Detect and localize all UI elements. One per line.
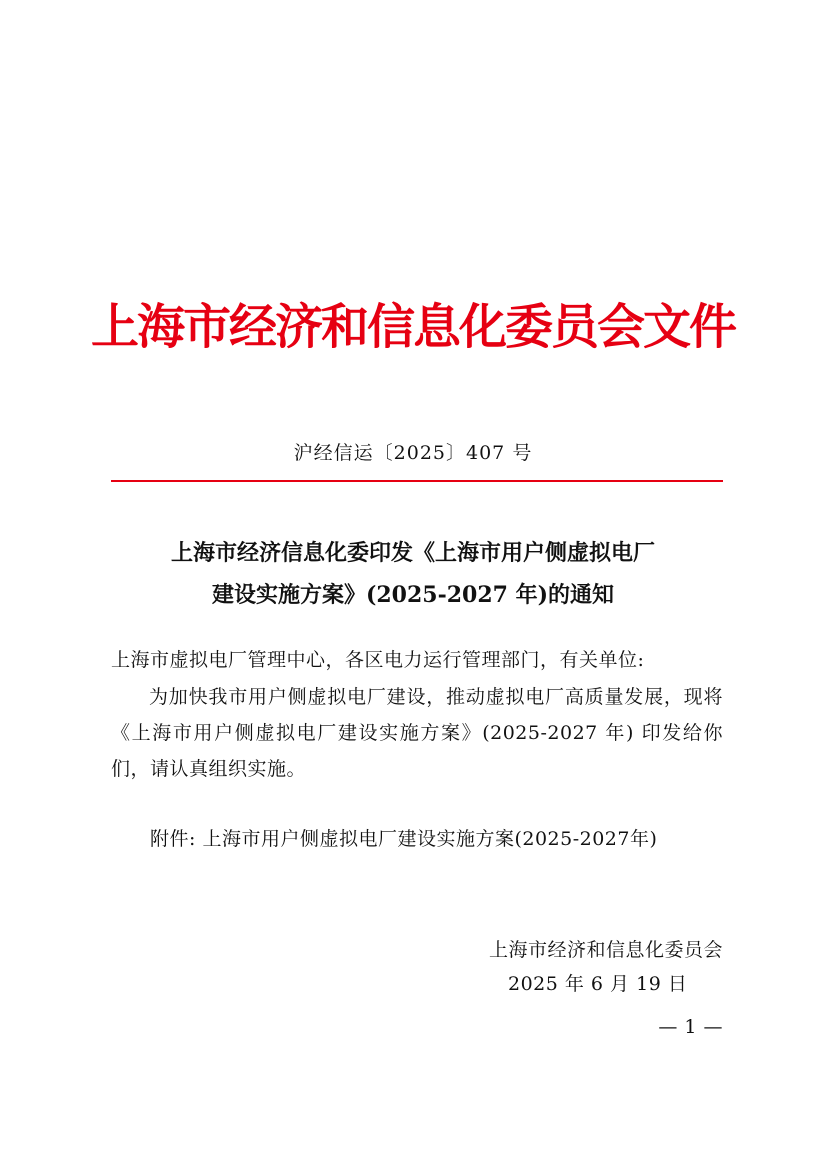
notice-title-line-2: 建设实施方案》(2025-2027 年)的通知 — [211, 582, 615, 608]
signer: 上海市经济和信息化委员会 — [488, 939, 723, 961]
body-paragraph: 为加快我市用户侧虚拟电厂建设，推动虚拟电厂高质量发展，现将《上海市用户侧虚拟电厂建设实施方案》(2025-2027 年) 印发给你们，请认真组织实施。 — [111, 686, 723, 780]
notice-title-line-1: 上海市经济信息化委印发《上海市用户侧虚拟电厂 — [170, 540, 655, 566]
issuer-banner: 上海市经济和信息化委员会文件 — [90, 299, 735, 355]
header-divider — [111, 480, 723, 482]
page-number: — 1 — — [658, 1016, 723, 1038]
document-number: 沪经信运〔2025〕407 号 — [293, 442, 533, 464]
issue-date: 2025 年 6 月 19 日 — [508, 973, 688, 995]
attachment-line: 附件: 上海市用户侧虚拟电厂建设实施方案(2025-2027年) — [150, 828, 658, 850]
salutation: 上海市虚拟电厂管理中心，各区电力运行管理部门，有关单位: — [111, 649, 645, 671]
